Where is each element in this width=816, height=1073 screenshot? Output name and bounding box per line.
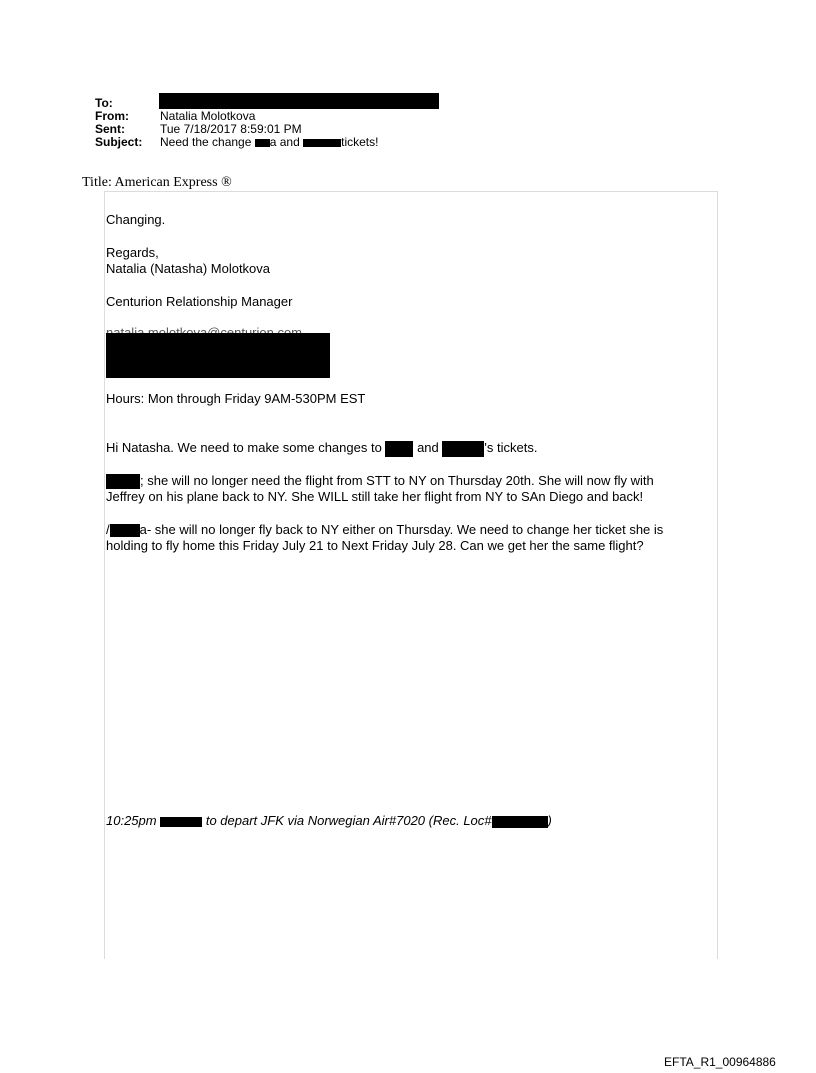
redaction-bar [159, 93, 439, 109]
body-hours: Hours: Mon through Friday 9AM-530PM EST [106, 391, 366, 406]
redaction-bar [160, 817, 202, 827]
sent-value: Tue 7/18/2017 8:59:01 PM [160, 122, 302, 136]
redaction-bar [106, 333, 330, 378]
flight-text: ) [547, 813, 552, 828]
document-title: Title: American Express ® [82, 175, 232, 190]
to-label: To: [95, 96, 113, 110]
flight-text: 10:25pm [106, 813, 157, 828]
redaction-bar [110, 524, 140, 537]
subject-text: a and [269, 135, 300, 149]
redaction-bar [106, 474, 140, 489]
greeting-text: 's tickets. [484, 440, 538, 455]
body-changing: Changing. [106, 212, 166, 227]
body-role: Centurion Relationship Manager [106, 294, 293, 309]
redaction-bar [385, 441, 413, 457]
body-paragraph-1-line-2: Jeffrey on his plane back to NY. She WILL still take her flight from NY to SAn Diego and back! [106, 489, 644, 504]
body-flight-info [106, 813, 552, 829]
paragraph-text: ; she will no longer need the flight from STT to NY on Thursday 20th. She will now fly with [140, 473, 654, 488]
body-greeting [106, 440, 537, 457]
redaction-bar [492, 816, 548, 828]
body-regards: Regards, [106, 245, 159, 260]
redaction-bar [255, 139, 270, 147]
redaction-bar [442, 441, 484, 457]
body-paragraph-2-line-2: holding to fly home this Friday July 21 to Next Friday July 28. Can we get her the same flight? [106, 538, 644, 553]
subject-text: Need the change [160, 135, 252, 149]
from-value: Natalia Molotkova [160, 109, 256, 123]
redaction-bar [303, 139, 341, 147]
subject-value [160, 136, 378, 149]
body-paragraph-1 [106, 473, 654, 489]
footer-document-id: EFTA_R1_00964886 [664, 1055, 776, 1069]
body-sender-name: Natalia (Natasha) Molotkova [106, 261, 271, 276]
subject-label: Subject: [95, 135, 143, 149]
greeting-text: Hi Natasha. We need to make some changes to [106, 440, 382, 455]
sent-label: Sent: [95, 122, 125, 136]
subject-text: tickets! [341, 135, 379, 149]
from-label: From: [95, 109, 129, 123]
body-paragraph-2 [106, 522, 663, 538]
flight-text: to depart JFK via Norwegian Air#7020 (Rec. Loc# [205, 813, 492, 828]
paragraph-text: a- she will no longer fly back to NY either on Thursday. We need to change her ticket she is [139, 522, 664, 537]
greeting-text: and [417, 440, 439, 455]
paragraph-text: / [106, 522, 110, 537]
